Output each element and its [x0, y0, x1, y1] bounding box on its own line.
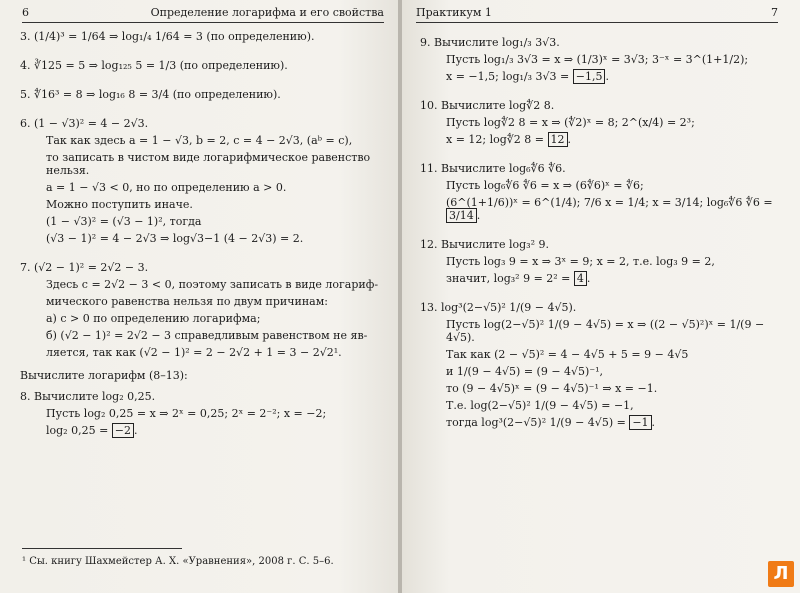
exercise-6-line-4: a = 1 − √3 < 0, но по определению a > 0.: [46, 181, 287, 194]
exercise-6-line-5: Можно поступить иначе.: [46, 198, 193, 211]
exercise-6: [20, 117, 386, 245]
exercise-7-line-6: ляется, так как (√2 − 1)² = 2 − 2√2 + 1 = 3 − 2√2¹.: [46, 346, 342, 359]
exercise-10-result-label: x = 12; log∜2 8 =: [446, 133, 545, 146]
exercise-12-line-2: Пусть log₃ 9 = x ⇒ 3ˣ = 9; x = 2, т.е. log₃ 9 = 2,: [446, 255, 715, 268]
exercise-8-line-2: Пусть log₂ 0,25 = x ⇒ 2ˣ = 0,25; 2ˣ = 2⁻²; x = −2;: [46, 407, 327, 420]
running-title-right: Практикум 1: [416, 6, 492, 19]
exercise-12-line-3: значит, log₃² 9 = 2² = 4 .: [446, 272, 591, 285]
exercise-6-line-7: (√3 − 1)² = 4 − 2√3 ⇒ log√3−1 (4 − 2√3) = 2.: [46, 232, 304, 245]
exercise-9-line-1: 9. Вычислите log₁/₃ 3√3.: [420, 36, 560, 49]
exercise-9-line-2: Пусть log₁/₃ 3√3 = x ⇒ (1/3)ˣ = 3√3; 3⁻ˣ = 3^(1+1/2);: [446, 53, 749, 66]
exercise-11: [420, 162, 788, 222]
page-number-left: 6: [22, 6, 29, 19]
exercise-11-result-label: (6^(1+1/6))ˣ = 6^(1/4); 7/6 x = 1/4; x = 3/14; log₆∜6 ∜6 =: [446, 196, 773, 209]
left-page: [0, 0, 398, 593]
exercise-9-result-label: x = −1,5; log₁/₃ 3√3 =: [446, 70, 570, 83]
exercise-8-line-3: log₂ 0,25 = −2 .: [46, 424, 138, 437]
exercise-13-line-4: и 1/(9 − 4√5) = (9 − 4√5)⁻¹,: [446, 365, 604, 378]
exercise-8-answer-box: −2: [112, 423, 134, 438]
exercise-13-line-1: 13. log³(2−√5)² 1/(9 − 4√5).: [420, 301, 577, 314]
exercise-9: [420, 36, 788, 83]
exercise-8-line-1: 8. Вычислите log₂ 0,25.: [20, 390, 156, 403]
exercise-4: [20, 59, 386, 72]
exercise-13-answer-box: −1: [629, 415, 651, 430]
exercise-7-line-5: б) (√2 − 1)² = 2√2 − 3 справедливым равенством не яв-: [46, 329, 368, 342]
exercise-10-line-2: Пусть log∜2 8 = x ⇒ (∜2)ˣ = 8; 2^(x/4) = 2³;: [446, 116, 695, 129]
right-page-content: [420, 36, 788, 435]
exercise-12: [420, 238, 788, 285]
exercise-8-result-label: log₂ 0,25 =: [46, 424, 109, 437]
section-heading: Вычислите логарифм (8–13):: [20, 369, 188, 382]
exercise-6-line-1: 6. (1 − √3)² = 4 − 2√3.: [20, 117, 149, 130]
exercise-10-line-3: x = 12; log∜2 8 = 12 .: [446, 133, 572, 146]
exercise-3-line: 3. (1/4)³ = 1/64 ⇒ log₁/₄ 1/64 = 3 (по определению).: [20, 30, 315, 43]
exercise-8: [20, 390, 386, 437]
exercise-10: [420, 99, 788, 146]
exercise-10-answer-box: 12: [548, 132, 568, 147]
left-page-header: [22, 6, 384, 23]
exercise-9-answer-box: −1,5: [573, 69, 606, 84]
exercise-6-line-2: Так как здесь a = 1 − √3, b = 2, c = 4 − 2√3, (aᵇ = c),: [46, 134, 353, 147]
exercise-7-line-4: а) c > 0 по определению логарифма;: [46, 312, 261, 325]
footnote: ¹ Сы. книгу Шахмейстер А. Х. «Уравнения», 2008 г. С. 5–6.: [22, 556, 334, 567]
exercise-13-line-2: Пусть log(2−√5)² 1/(9 − 4√5) = x ⇒ ((2 − √5)²)ˣ = 1/(9 − 4√5).: [446, 318, 765, 344]
exercise-13: [420, 301, 788, 429]
exercise-7-line-3: мического равенства нельзя по двум причинам:: [46, 295, 328, 308]
exercise-7-line-1: 7. (√2 − 1)² = 2√2 − 3.: [20, 261, 149, 274]
right-page-header: [416, 6, 778, 23]
exercise-9-line-3: x = −1,5; log₁/₃ 3√3 = −1,5 .: [446, 70, 609, 83]
running-title-left: Определение логарифма и его свойства: [150, 6, 384, 19]
exercise-6-line-3: то записать в чистом виде логарифмическое равенство нельзя.: [46, 151, 371, 177]
publisher-logo: Л: [768, 561, 794, 587]
exercise-12-result-label: значит, log₃² 9 = 2² =: [446, 272, 571, 285]
exercise-3: [20, 30, 386, 43]
exercise-5-line: 5. ∜16³ = 8 ⇒ log₁₆ 8 = 3/4 (по определению).: [20, 88, 281, 101]
footnote-rule: [22, 548, 182, 549]
exercise-11-line-1: 11. Вычислите log₆∜6 ∜6.: [420, 162, 566, 175]
exercise-12-line-1: 12. Вычислите log₃² 9.: [420, 238, 549, 251]
exercise-13-line-5: то (9 − 4√5)ˣ = (9 − 4√5)⁻¹ ⇒ x = −1.: [446, 382, 658, 395]
exercise-13-line-3: Так как (2 − √5)² = 4 − 4√5 + 5 = 9 − 4√5: [446, 348, 689, 361]
exercise-13-line-6: Т.е. log(2−√5)² 1/(9 − 4√5) = −1,: [446, 399, 634, 412]
exercise-10-line-1: 10. Вычислите log∜2 8.: [420, 99, 555, 112]
exercise-6-line-6: (1 − √3)² = (√3 − 1)², тогда: [46, 215, 202, 228]
exercise-11-line-2: Пусть log₆∜6 ∜6 = x ⇒ (6∜6)ˣ = ∜6;: [446, 179, 644, 192]
exercise-5: [20, 88, 386, 101]
exercise-11-line-3: (6^(1+1/6))ˣ = 6^(1/4); 7/6 x = 1/4; x = 3/14; log₆∜6 ∜6 = 3/14 .: [446, 196, 773, 222]
exercise-7: [20, 261, 386, 359]
exercise-13-result-label: тогда log³(2−√5)² 1/(9 − 4√5) =: [446, 416, 626, 429]
exercise-12-answer-box: 4: [574, 271, 587, 286]
exercise-13-line-7: тогда log³(2−√5)² 1/(9 − 4√5) = −1 .: [446, 416, 656, 429]
exercise-4-line: 4. ∛125 = 5 ⇒ log₁₂₅ 5 = 1/3 (по определению).: [20, 59, 288, 72]
right-page: [402, 0, 800, 593]
left-page-content: [20, 30, 386, 443]
exercise-11-answer-box: 3/14: [446, 208, 477, 223]
page-number-right: 7: [771, 6, 778, 19]
exercise-7-line-2: Здесь c = 2√2 − 3 < 0, поэтому записать в виде логариф-: [46, 278, 379, 291]
